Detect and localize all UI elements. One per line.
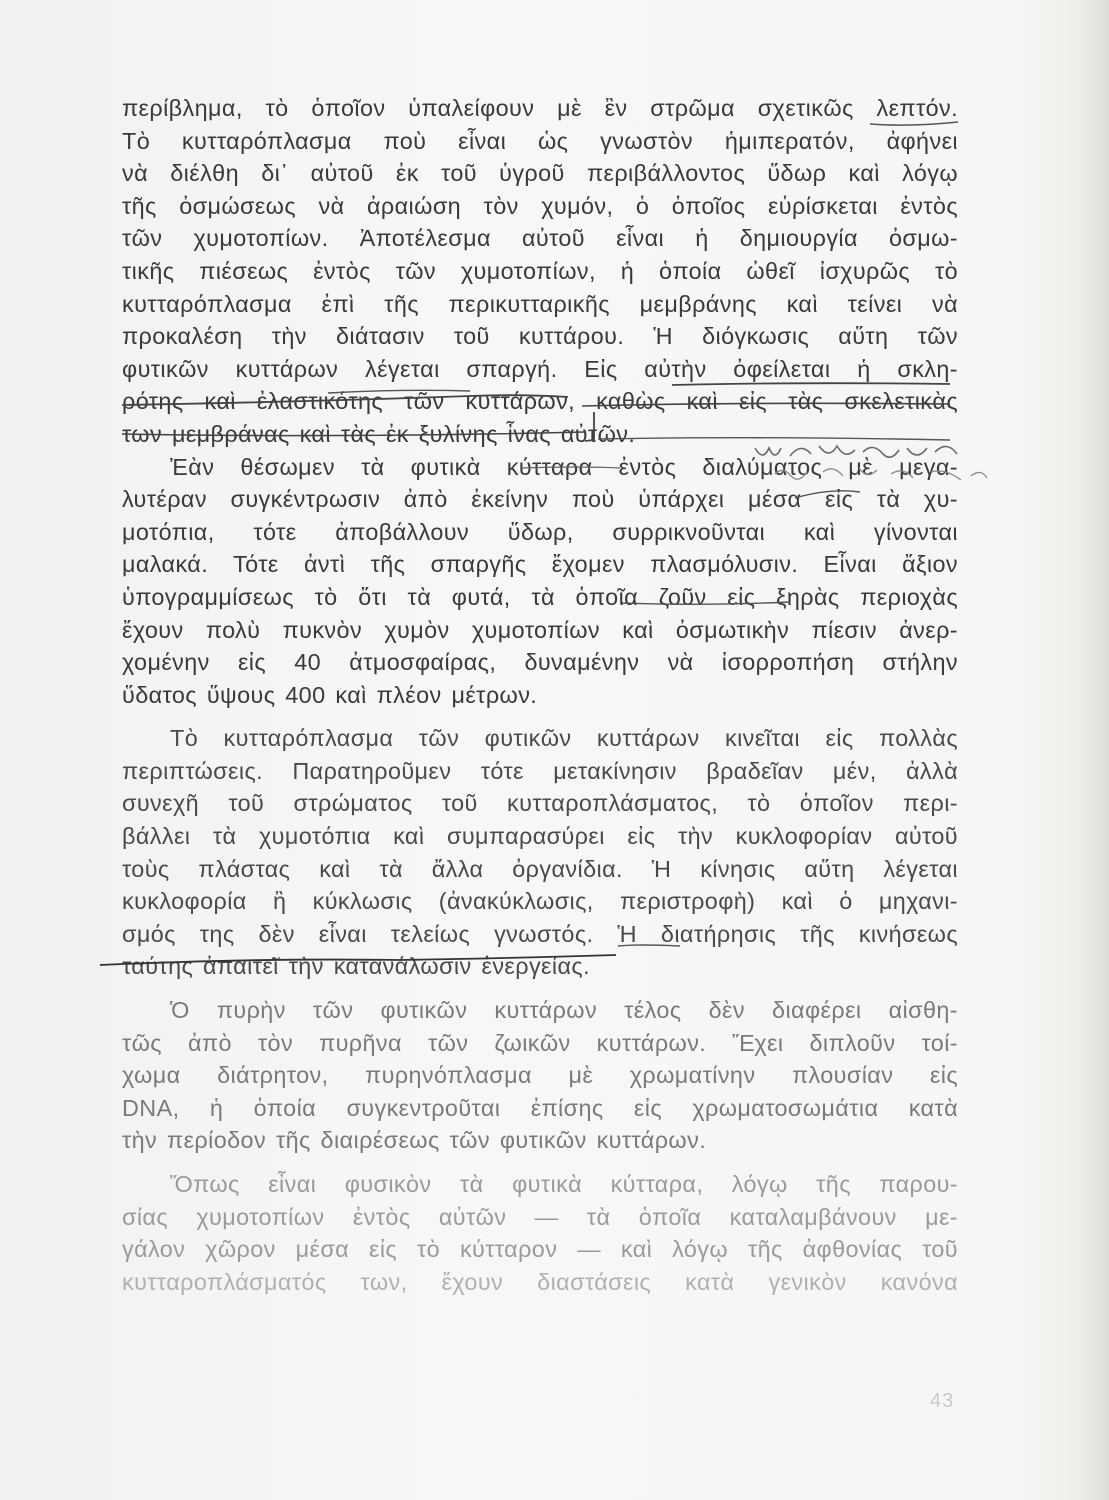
text-line: σίας χυμοτοπίων ἐντὸς αὐτῶν — τὰ ὁποῖα καταλαμβάνουν με- [122, 1203, 958, 1230]
text-line: τῶς ἀπὸ τὸν πυρῆνα τῶν ζωικῶν κυττάρων. Ἔχει διπλοῦν τοί- [122, 1029, 958, 1056]
text-line: ὑπογραμμίσεως τὸ ὅτι τὰ φυτά, τὰ ὁποῖα ζοῦν εἰς ξηρὰς περιοχὰς [122, 583, 958, 610]
text-line: λυτέραν συγκέντρωσιν ἀπὸ ἐκείνην ποὺ ὑπάρχει μέσα εἰς τὰ χυ- [122, 486, 958, 513]
paragraph-3 [122, 722, 958, 983]
page-number: 43 [930, 1390, 955, 1412]
page-body-text [122, 92, 958, 1298]
text-line: Ὅπως εἶναι φυσικὸν τὰ φυτικὰ κύτταρα, λόγῳ τῆς παρου- [170, 1171, 958, 1197]
text-line: κυτταροπλάσματός των, ἔχουν διαστάσεις κατὰ γενικὸν κανόνα [122, 1268, 958, 1295]
text-line: ταύτης ἀπαιτεῖ τὴν κατανάλωσιν ἐνεργείας. [122, 953, 590, 980]
text-line: κυτταρόπλασμα ἐπὶ τῆς περικυτταρικῆς μεμβράνης καὶ τείνει νὰ [122, 290, 958, 317]
text-line: Τὸ κυτταρόπλασμα τῶν φυτικῶν κυττάρων κινεῖται εἰς πολλὰς [170, 725, 958, 752]
text-line: τῶν χυμοτοπίων. Ἀποτέλεσμα αὐτοῦ εἶναι ἡ δημιουργία ὀσμω- [122, 225, 958, 252]
text-line: βάλλει τὰ χυμοτόπια καὶ συμπαρασύρει εἰς τὴν κυκλοφορίαν αὐτοῦ [122, 823, 958, 850]
text-line: νὰ διέλθη δι᾽ αὐτοῦ ἐκ τοῦ ὑγροῦ περιβάλλοντος ὕδωρ καὶ λόγῳ [122, 160, 958, 187]
text-line: τῆς ὀσμώσεως νὰ ἀραιώση τὸν χυμόν, ὁ ὁποῖος εὑρίσκεται ἐντὸς [122, 192, 958, 219]
paragraph-5 [122, 1168, 958, 1298]
text-line: σμός της δὲν εἶναι τελείως γνωστός. Ἡ διατήρησις τῆς κινήσεως [122, 920, 958, 947]
text-line: μαλακά. Τότε ἀντὶ τῆς σπαργῆς ἔχομεν πλασμόλυσιν. Εἶναι ἄξιον [122, 551, 958, 578]
text-line: περιπτώσεις. Παρατηροῦμεν τότε μετακίνησιν βραδεῖαν μέν, ἀλλὰ [122, 757, 958, 784]
text-line: γάλον χῶρον μέσα εἰς τὸ κύτταρον — καὶ λόγῳ τῆς ἀφθονίας τοῦ [122, 1236, 958, 1263]
text-line: ὕδατος ὕψους 400 καὶ πλέον μέτρων. [122, 681, 538, 708]
text-line: Τὸ κυτταρόπλασμα ποὺ εἶναι ὡς γνωστὸν ἡμιπερατόν, ἀφήνει [122, 127, 958, 154]
text-line: μοτόπια, τότε ἀποβάλλουν ὕδωρ, συρρικνοῦνται καὶ γίνονται [122, 518, 958, 545]
text-line: Ἐὰν θέσωμεν τὰ φυτικὰ κύτταρα ἐντὸς διαλύματος μὲ μεγα- [170, 453, 958, 480]
text-line: χομένην εἰς 40 ἀτμοσφαίρας, δυναμένην νὰ ἰσορροπήση στήλην [122, 649, 958, 676]
paragraph-1 [122, 92, 958, 451]
text-line: κυκλοφορία ἢ κύκλωσις (ἀνακύκλωσις, περιστροφὴ) καὶ ὁ μηχανι- [122, 888, 958, 915]
text-line: ἔχουν πολὺ πυκνὸν χυμὸν χυμοτοπίων καὶ ὀσμωτικὴν πίεσιν ἀνερ- [122, 616, 958, 643]
text-line: DNA, ἡ ὁποία συγκεντροῦται ἐπίσης εἰς χρωματοσωμάτια κατὰ [122, 1094, 958, 1121]
text-line: τοὺς πλάστας καὶ τὰ ἄλλα ὀργανίδια. Ἡ κίνησις αὕτη λέγεται [122, 855, 958, 882]
text-line: τικῆς πιέσεως ἐντὸς τῶν χυμοτοπίων, ἡ ὁποία ὠθεῖ ἰσχυρῶς τὸ [122, 257, 958, 284]
text-line: των μεμβράνας καὶ τὰς ἐκ ξυλίνης ἶνας αὐτῶν. [122, 420, 636, 447]
text-line: Ὁ πυρὴν τῶν φυτικῶν κυττάρων τέλος δὲν διαφέρει αἰσθη- [170, 997, 958, 1024]
text-line: τὴν περίοδον τῆς διαιρέσεως τῶν φυτικῶν κυττάρων. [122, 1127, 707, 1154]
page-edge-shadow [1081, 0, 1109, 1500]
text-line: φυτικῶν κυττάρων λέγεται σπαργή. Εἰς αὐτὴν ὀφείλεται ἡ σκλη- [122, 355, 958, 382]
text-line: χωμα διάτρητον, πυρηνόπλασμα μὲ χρωματίνην πλουσίαν εἰς [122, 1062, 958, 1089]
text-line: περίβλημα, τὸ ὁποῖον ὑπαλείφουν μὲ ἓν στρῶμα σχετικῶς λεπτόν. [122, 95, 958, 121]
text-line: προκαλέση τὴν διάτασιν τοῦ κυττάρου. Ἡ διόγκωσις αὕτη τῶν [122, 323, 958, 350]
handwritten-note [735, 428, 995, 498]
text-line: συνεχῆ τοῦ στρώματος τοῦ κυτταροπλάσματος, τὸ ὁποῖον περι- [122, 790, 958, 817]
paragraph-4 [122, 994, 958, 1157]
text-line: ρότης καὶ ἐλαστικότης τῶν κυττάρων, καθὼς καὶ εἰς τὰς σκελετικὰς [122, 388, 958, 415]
